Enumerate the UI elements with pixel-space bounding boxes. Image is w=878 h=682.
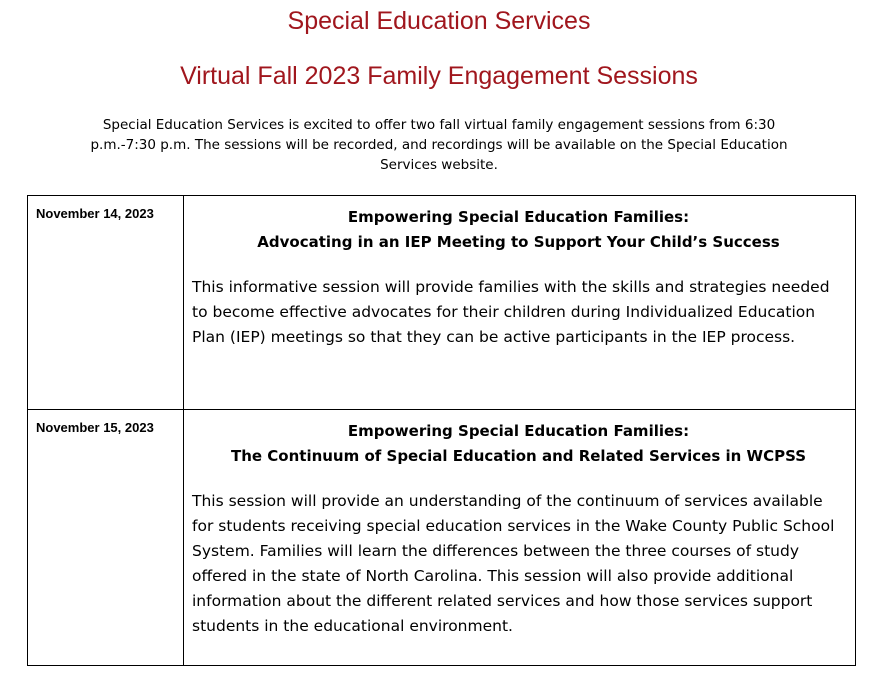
session-row [28, 196, 856, 410]
session-description: This informative session will provide families with the skills and strategies needed to become effective advocates for their children during Individualized Education Plan (IEP) meetings so that they can be active participants in the IEP process. [192, 278, 830, 346]
intro-paragraph: Special Education Services is excited to offer two fall virtual family engagement sessions from 6:30 p.m.-7:30 p.m. The sessions will be recorded, and recordings will be available on the Special Education Services website. [90, 117, 788, 173]
session-details [184, 196, 856, 410]
session-date: November 14, 2023 [28, 196, 184, 410]
session-description: This session will provide an understanding of the continuum of services available for students receiving special education services in the Wake County Public School System. Families will learn the differences between the three courses of study offered in the state of North Carolina. This session will also provide additional information about the different related services and how those services support students in the educational environment. [192, 492, 835, 635]
session-row [28, 410, 856, 666]
sessions-table [27, 195, 856, 666]
page-title: Special Education Services [287, 7, 591, 35]
session-date: November 15, 2023 [28, 410, 184, 666]
session-title-line2: Advocating in an IEP Meeting to Support Your Child’s Success [257, 233, 780, 251]
session-details [184, 410, 856, 666]
session-title-line1: Empowering Special Education Families: [347, 422, 690, 440]
session-title-line2: The Continuum of Special Education and Related Services in WCPSS [230, 447, 807, 465]
session-title [192, 205, 845, 255]
session-title [192, 419, 845, 469]
session-title-line1: Empowering Special Education Families: [347, 208, 690, 226]
page-subtitle: Virtual Fall 2023 Family Engagement Sessions [180, 62, 698, 90]
